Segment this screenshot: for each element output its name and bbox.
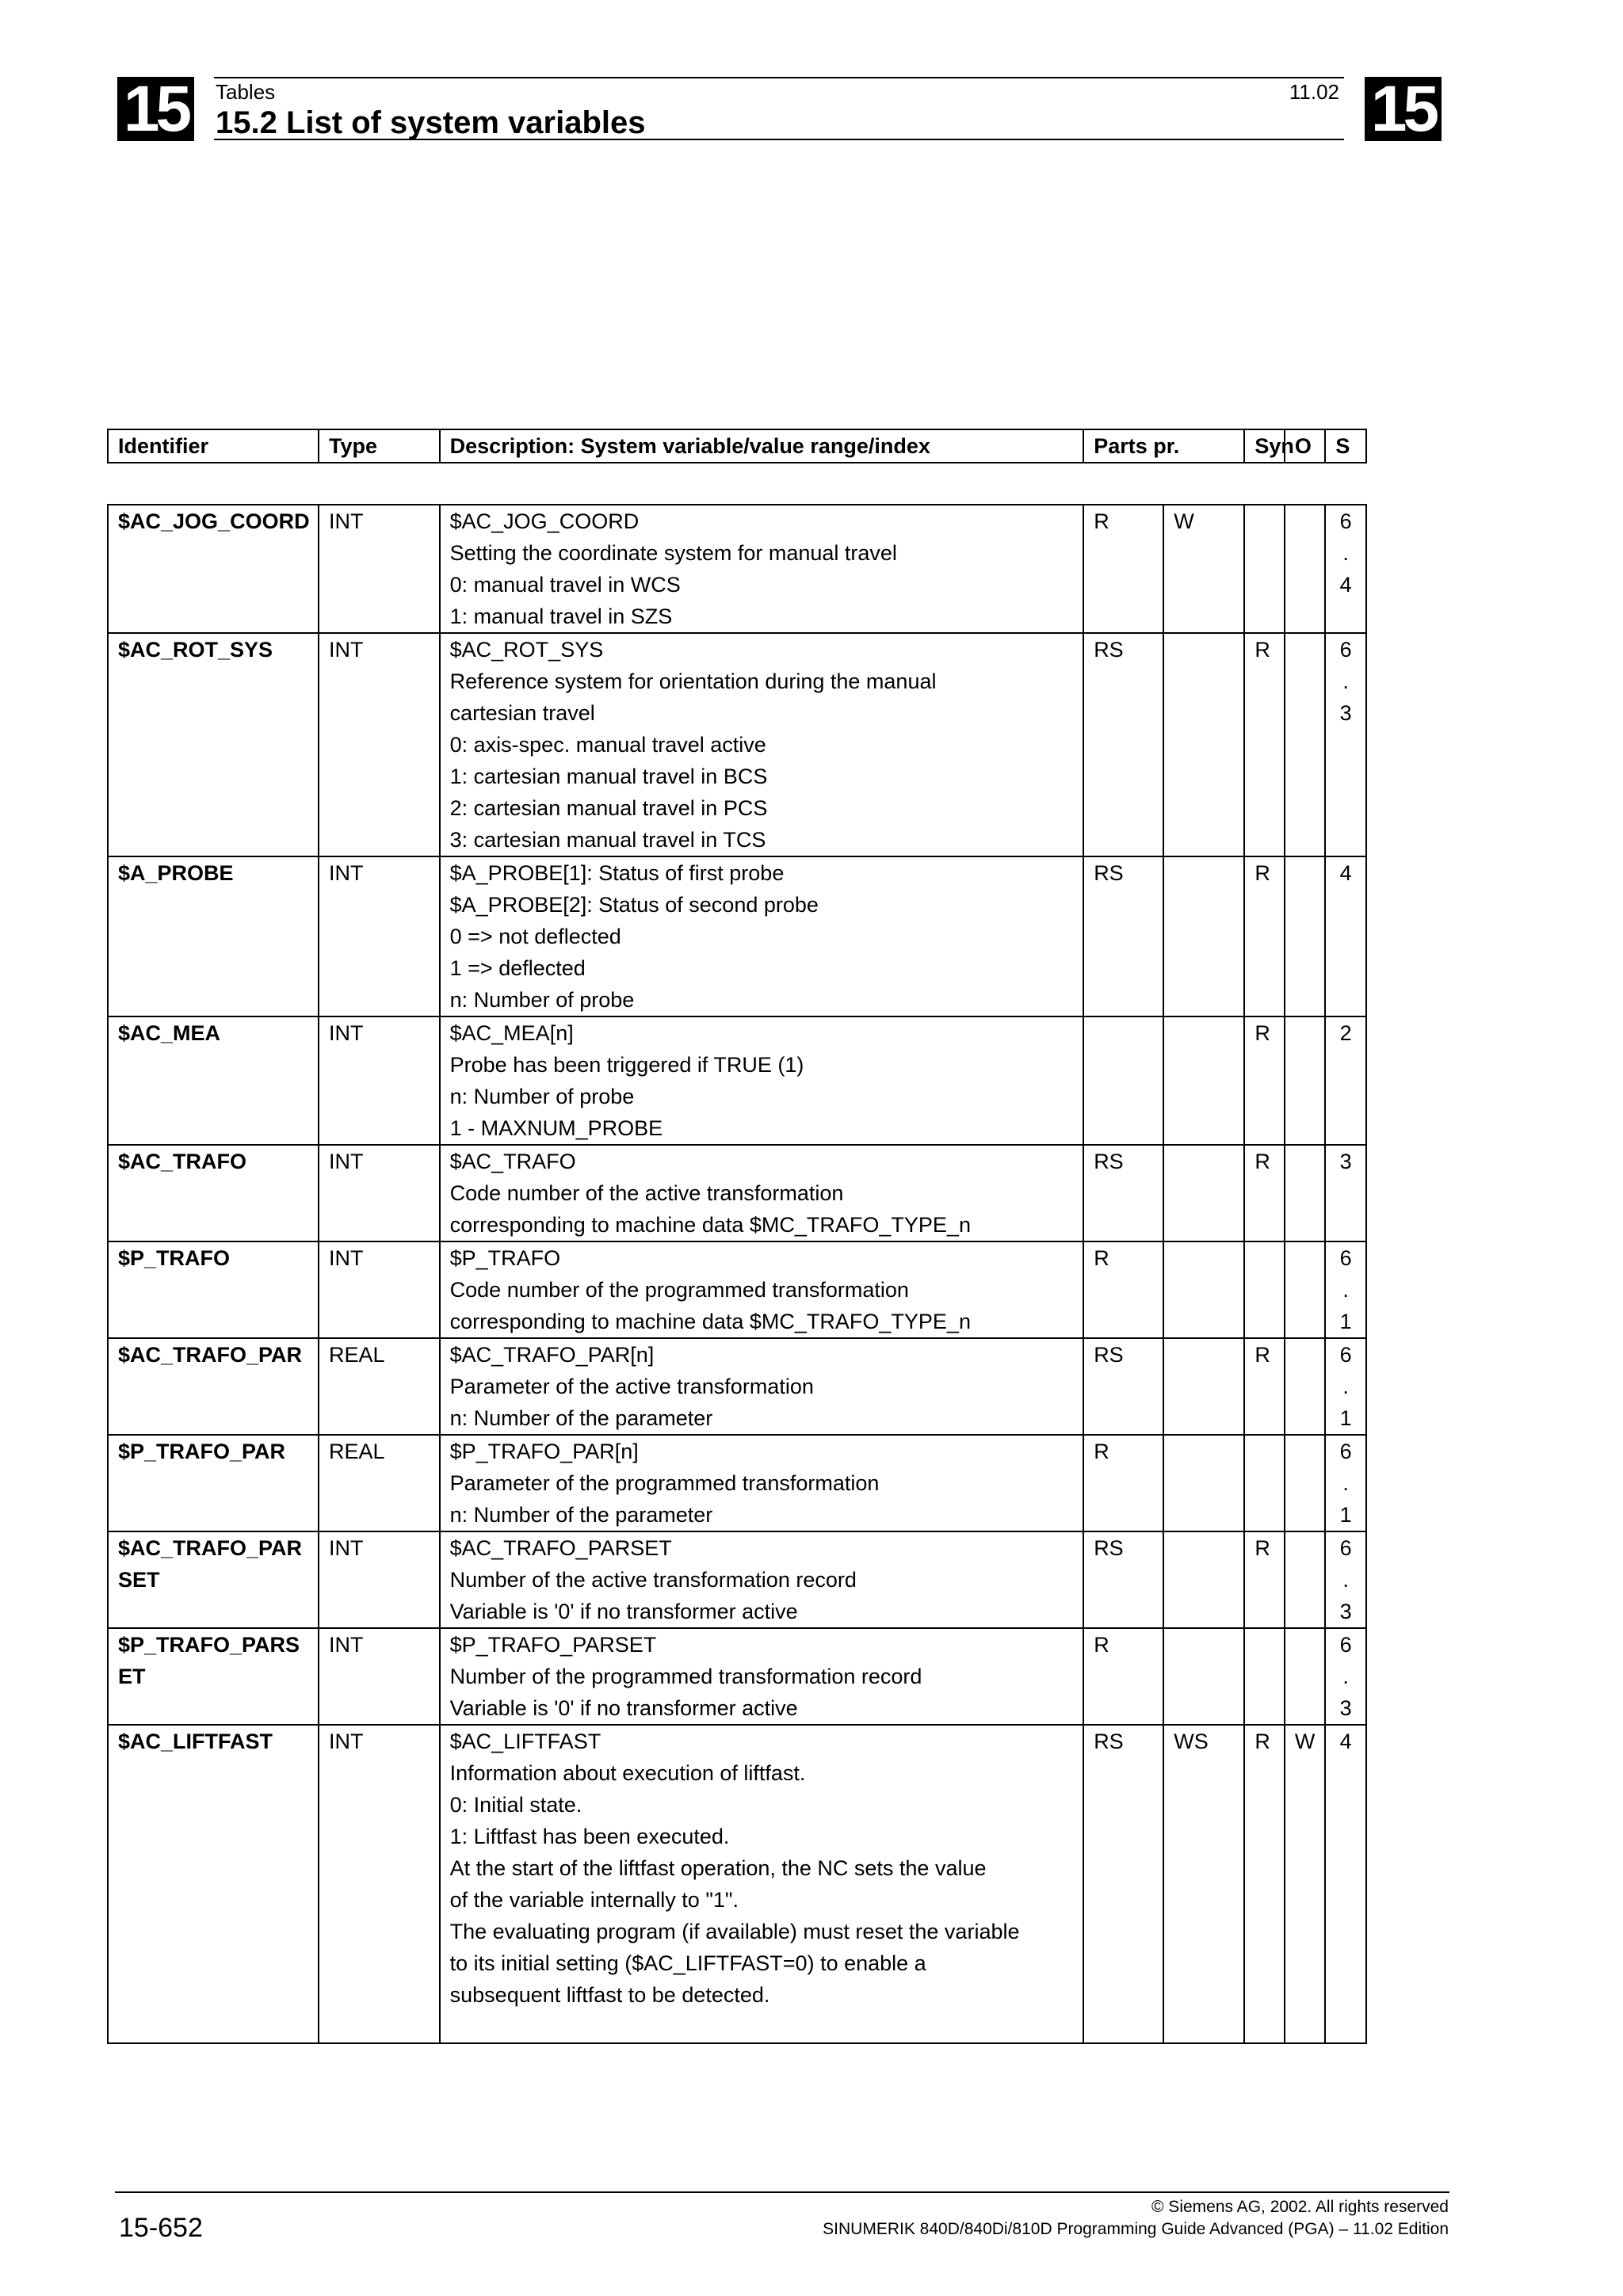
s-char: 3 (1339, 701, 1352, 725)
blank-line (450, 2011, 1083, 2042)
description-line: Setting the coordinate system for manual travel (449, 541, 897, 565)
cell-syn-1: R (1244, 1338, 1285, 1435)
cell-syn-2 (1285, 1628, 1326, 1725)
cell-description (440, 633, 1084, 856)
col-header-parts-pr: Parts pr. (1083, 429, 1244, 463)
cell-identifier: $AC_JOG_COORD (108, 505, 319, 633)
description-line: Information about execution of liftfast. (449, 1761, 806, 1785)
description-line: Number of the active transformation record (449, 1568, 857, 1592)
chapter-badge-right: 15 (1365, 77, 1442, 141)
cell-description (440, 856, 1084, 1016)
footer-copyright: © Siemens AG, 2002. All rights reserved (1151, 2198, 1449, 2216)
description-line: of the variable internally to "1". (449, 1888, 739, 1912)
cell-parts-pr-1: RS (1083, 856, 1163, 1016)
cell-type: REAL (319, 1435, 440, 1531)
s-char: 3 (1339, 1696, 1352, 1720)
cell-description (440, 1241, 1084, 1338)
cell-identifier: $P_TRAFO_PARSET (108, 1628, 319, 1725)
description-line: $AC_TRAFO (449, 1150, 576, 1173)
s-char: . (1342, 541, 1349, 565)
description-line: $P_TRAFO_PAR[n] (449, 1440, 639, 1463)
cell-syn-1: R (1244, 1145, 1285, 1241)
cell-parts-pr-2 (1163, 856, 1244, 1016)
cell-type: INT (319, 1628, 440, 1725)
description-line: $A_PROBE[1]: Status of first probe (449, 861, 785, 885)
column-header-table (107, 429, 1367, 463)
table-row (108, 633, 1366, 856)
header-rule-bottom (214, 139, 1344, 140)
cell-type: INT (319, 633, 440, 856)
cell-parts-pr-2 (1163, 1338, 1244, 1435)
cell-s (1325, 1241, 1366, 1338)
description-line: At the start of the liftfast operation, the NC sets the value (449, 1856, 987, 1880)
description-line: n: Number of probe (449, 1085, 635, 1108)
column-header-row (108, 429, 1366, 463)
footer-rule (115, 2191, 1449, 2193)
table-body (108, 505, 1366, 2043)
cell-syn-1 (1244, 1241, 1285, 1338)
description-line: 2: cartesian manual travel in PCS (449, 796, 768, 820)
s-char: 6 (1339, 1536, 1352, 1560)
table-row (108, 1241, 1366, 1338)
cell-parts-pr-2 (1163, 1016, 1244, 1145)
description-line: Reference system for orientation during the manual (449, 669, 937, 693)
cell-description (440, 1531, 1084, 1628)
s-char: . (1342, 1278, 1349, 1302)
cell-parts-pr-1: R (1083, 1435, 1163, 1531)
s-char: 1 (1339, 1310, 1352, 1333)
col-header-description: Description: System variable/value range/index (440, 429, 1084, 463)
s-char: 4 (1339, 1730, 1352, 1753)
cell-description (440, 505, 1084, 633)
description-line: n: Number of the parameter (449, 1503, 713, 1527)
description-line: Number of the programmed transformation record (449, 1665, 922, 1688)
cell-parts-pr-1: RS (1083, 1531, 1163, 1628)
s-char: . (1342, 669, 1349, 693)
cell-identifier: $AC_TRAFO (108, 1145, 319, 1241)
cell-syn-2: W (1285, 1725, 1326, 2043)
col-header-o: O (1285, 429, 1326, 463)
cell-syn-2 (1285, 856, 1326, 1016)
s-char: 6 (1339, 509, 1352, 533)
cell-identifier: $AC_ROT_SYS (108, 633, 319, 856)
cell-type: INT (319, 1241, 440, 1338)
cell-parts-pr-1: RS (1083, 1725, 1163, 2043)
cell-type: INT (319, 505, 440, 633)
cell-syn-2 (1285, 1241, 1326, 1338)
cell-syn-1 (1244, 1628, 1285, 1725)
s-char: 4 (1339, 573, 1352, 597)
s-char: 6 (1339, 638, 1352, 662)
cell-syn-2 (1285, 1435, 1326, 1531)
s-char: 2 (1339, 1021, 1352, 1045)
table-row (108, 1531, 1366, 1628)
cell-parts-pr-2: W (1163, 505, 1244, 633)
cell-s (1325, 633, 1366, 856)
cell-syn-2 (1285, 1531, 1326, 1628)
cell-parts-pr-1: R (1083, 1241, 1163, 1338)
s-char: 3 (1339, 1600, 1352, 1623)
cell-syn-1: R (1244, 633, 1285, 856)
description-line: corresponding to machine data $MC_TRAFO_TYPE_n (449, 1310, 971, 1333)
description-line: 0: Initial state. (449, 1793, 582, 1817)
table-row (108, 1338, 1366, 1435)
table-row (108, 1016, 1366, 1145)
cell-identifier: $AC_TRAFO_PAR (108, 1338, 319, 1435)
cell-parts-pr-1: RS (1083, 633, 1163, 856)
description-line: The evaluating program (if available) must reset the variable (449, 1920, 1020, 1943)
s-char: 4 (1339, 861, 1352, 885)
header-rule-top (214, 77, 1344, 78)
cell-syn-2 (1285, 505, 1326, 633)
page-title: 15.2 List of system variables (216, 105, 646, 140)
cell-type: INT (319, 1531, 440, 1628)
cell-parts-pr-2 (1163, 1145, 1244, 1241)
description-line: $AC_ROT_SYS (449, 638, 604, 662)
description-line: subsequent liftfast to be detected. (449, 1983, 770, 2007)
cell-description (440, 1145, 1084, 1241)
table-row (108, 1145, 1366, 1241)
s-char: . (1342, 1471, 1349, 1495)
cell-syn-2 (1285, 1145, 1326, 1241)
cell-s (1325, 1338, 1366, 1435)
s-char: 6 (1339, 1440, 1352, 1463)
cell-identifier: $AC_MEA (108, 1016, 319, 1145)
description-line: 0: manual travel in WCS (449, 573, 681, 597)
cell-description (440, 1016, 1084, 1145)
cell-description (440, 1628, 1084, 1725)
description-line: to its initial setting ($AC_LIFTFAST=0) to enable a (449, 1951, 926, 1975)
description-line: 1: Liftfast has been executed. (449, 1825, 730, 1848)
description-line: $AC_MEA[n] (449, 1021, 574, 1045)
cell-s (1325, 1145, 1366, 1241)
cell-syn-1 (1244, 1435, 1285, 1531)
description-line: $A_PROBE[2]: Status of second probe (449, 893, 819, 917)
description-line: Probe has been triggered if TRUE (1) (449, 1053, 804, 1077)
description-line: 1 - MAXNUM_PROBE (449, 1116, 663, 1140)
cell-syn-1: R (1244, 1725, 1285, 2043)
cell-identifier: $AC_TRAFO_PARSET (108, 1531, 319, 1628)
s-char: 6 (1339, 1343, 1352, 1367)
description-line: $AC_TRAFO_PARSET (449, 1536, 672, 1560)
cell-identifier: $P_TRAFO_PAR (108, 1435, 319, 1531)
cell-s (1325, 1628, 1366, 1725)
cell-identifier: $P_TRAFO (108, 1241, 319, 1338)
cell-type: INT (319, 1145, 440, 1241)
table-row (108, 505, 1366, 633)
description-line: Code number of the programmed transformation (449, 1278, 909, 1302)
cell-description (440, 1725, 1084, 2043)
cell-description (440, 1435, 1084, 1531)
page-number: 15-652 (119, 2213, 203, 2243)
s-char: . (1342, 1375, 1349, 1398)
cell-s (1325, 856, 1366, 1016)
description-line: Variable is '0' if no transformer active (449, 1600, 798, 1623)
s-char: . (1342, 1568, 1349, 1592)
cell-syn-1: R (1244, 1531, 1285, 1628)
header-section-label: Tables (216, 80, 276, 104)
cell-parts-pr-2 (1163, 1241, 1244, 1338)
description-line: $AC_TRAFO_PAR[n] (449, 1343, 655, 1367)
table-row (108, 1435, 1366, 1531)
cell-s (1325, 1435, 1366, 1531)
cell-identifier: $A_PROBE (108, 856, 319, 1016)
table-row (108, 1628, 1366, 1725)
cell-type: INT (319, 1725, 440, 2043)
cell-syn-2 (1285, 1338, 1326, 1435)
chapter-badge-left: 15 (117, 77, 194, 141)
cell-s (1325, 505, 1366, 633)
s-char: 3 (1339, 1150, 1352, 1173)
description-line: cartesian travel (449, 701, 595, 725)
col-header-s: S (1325, 429, 1366, 463)
s-char: . (1342, 1665, 1349, 1688)
description-line: Parameter of the active transformation (449, 1375, 814, 1398)
description-line: n: Number of probe (449, 988, 635, 1012)
cell-parts-pr-2 (1163, 1531, 1244, 1628)
description-line: Variable is '0' if no transformer active (449, 1696, 798, 1720)
cell-syn-1: R (1244, 856, 1285, 1016)
description-line: 0 => not deflected (449, 925, 621, 948)
cell-identifier: $AC_LIFTFAST (108, 1725, 319, 2043)
s-char: 1 (1339, 1503, 1352, 1527)
cell-s (1325, 1725, 1366, 2043)
table-row (108, 856, 1366, 1016)
col-header-syn: Syn (1244, 429, 1285, 463)
cell-parts-pr-1: RS (1083, 1145, 1163, 1241)
header-date: 11.02 (1289, 80, 1339, 104)
description-line: $P_TRAFO (449, 1246, 561, 1270)
cell-parts-pr-1 (1083, 1016, 1163, 1145)
table-row (108, 1725, 1366, 2043)
cell-s (1325, 1531, 1366, 1628)
system-variables-table (107, 504, 1367, 2044)
cell-parts-pr-1: R (1083, 505, 1163, 633)
cell-syn-2 (1285, 633, 1326, 856)
description-line: 0: axis-spec. manual travel active (449, 733, 766, 757)
s-char: 6 (1339, 1633, 1352, 1657)
cell-parts-pr-2: WS (1163, 1725, 1244, 2043)
cell-type: INT (319, 1016, 440, 1145)
description-line: $AC_JOG_COORD (449, 509, 640, 533)
description-line: n: Number of the parameter (449, 1406, 713, 1430)
cell-syn-2 (1285, 1016, 1326, 1145)
description-line: corresponding to machine data $MC_TRAFO_TYPE_n (449, 1213, 971, 1237)
cell-s (1325, 1016, 1366, 1145)
description-line: Parameter of the programmed transformation (449, 1471, 880, 1495)
cell-parts-pr-2 (1163, 1435, 1244, 1531)
cell-type: INT (319, 856, 440, 1016)
cell-parts-pr-1: R (1083, 1628, 1163, 1725)
s-char: 6 (1339, 1246, 1352, 1270)
description-line: $P_TRAFO_PARSET (449, 1633, 657, 1657)
col-header-identifier: Identifier (108, 429, 319, 463)
description-line: 1: manual travel in SZS (449, 605, 673, 628)
description-line: Code number of the active transformation (449, 1181, 844, 1205)
cell-syn-1: R (1244, 1016, 1285, 1145)
cell-description (440, 1338, 1084, 1435)
cell-syn-1 (1244, 505, 1285, 633)
s-char: 1 (1339, 1406, 1352, 1430)
cell-parts-pr-1: RS (1083, 1338, 1163, 1435)
cell-parts-pr-2 (1163, 1628, 1244, 1725)
description-line: $AC_LIFTFAST (449, 1730, 601, 1753)
cell-parts-pr-2 (1163, 633, 1244, 856)
description-line: 1 => deflected (449, 956, 586, 980)
footer-manual-title: SINUMERIK 840D/840Di/810D Programming Guide Advanced (PGA) – 11.02 Edition (823, 2220, 1449, 2238)
description-line: 1: cartesian manual travel in BCS (449, 765, 768, 788)
col-header-type: Type (319, 429, 440, 463)
cell-type: REAL (319, 1338, 440, 1435)
description-line: 3: cartesian manual travel in TCS (449, 828, 766, 852)
